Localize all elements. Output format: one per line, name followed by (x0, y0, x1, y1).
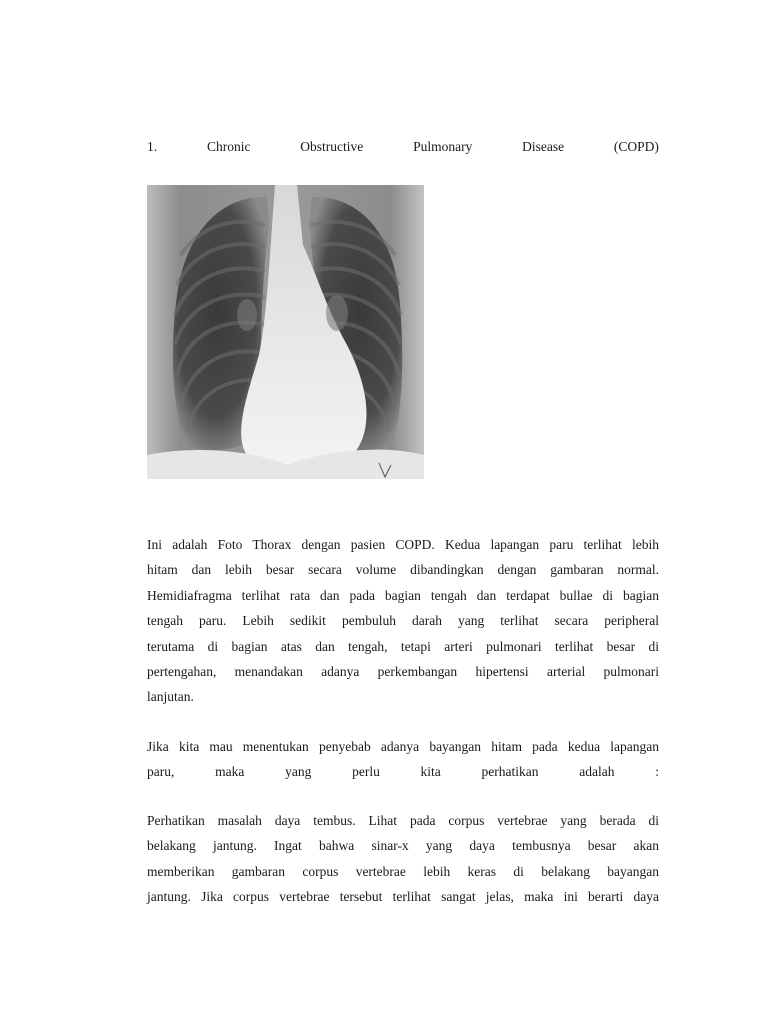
paragraph-line: lanjutan. (147, 689, 194, 705)
paragraph-line: terutama di bagian atas dan tengah, tetapi arteri pulmonari terlihat besar di (147, 638, 659, 654)
heading-word: Obstructive (300, 139, 364, 154)
paragraph-1 (147, 532, 659, 710)
paragraph-line: Perhatikan masalah daya tembus. Lihat pada corpus vertebrae yang berada di (147, 813, 659, 828)
paragraph-line: Hemidiafragma terlihat rata dan pada bagian tengah dan terdapat bullae di bagian (147, 587, 659, 603)
paragraph-line: pertengahan, menandakan adanya perkembangan hipertensi arterial pulmonari (147, 663, 659, 679)
paragraph-line: belakang jantung. Ingat bahwa sinar-x yang daya tembusnya besar akan (147, 838, 659, 854)
paragraph-line: memberikan gambaran corpus vertebrae lebih keras di belakang bayangan (147, 863, 659, 879)
heading-word: (COPD) (613, 139, 659, 154)
heading-word: Disease (522, 139, 565, 154)
paragraph-2 (147, 734, 659, 785)
heading-word: Chronic (206, 139, 251, 154)
paragraph-line: Jika kita mau menentukan penyebab adanya bayangan hitam pada kedua lapangan (147, 739, 659, 754)
paragraph-line: jantung. Jika corpus vertebrae tersebut terlihat sangat jelas, maka ini berarti daya (147, 889, 659, 905)
heading-number: 1. (147, 139, 158, 154)
paragraph-line: Ini adalah Foto Thorax dengan pasien COPD. Kedua lapangan paru terlihat lebih (147, 537, 659, 552)
paragraph-3 (147, 808, 659, 910)
chest-xray-image (147, 185, 424, 479)
section-heading (147, 137, 659, 157)
heading-word: Pulmonary (413, 139, 473, 154)
paragraph-line: tengah paru. Lebih sedikit pembuluh darah yang terlihat secara peripheral (147, 613, 659, 629)
paragraph-line: hitam dan lebih besar secara volume dibandingkan dengan gambaran normal. (147, 562, 659, 578)
paragraph-line: paru, maka yang perlu kita perhatikan adalah : (147, 764, 659, 780)
